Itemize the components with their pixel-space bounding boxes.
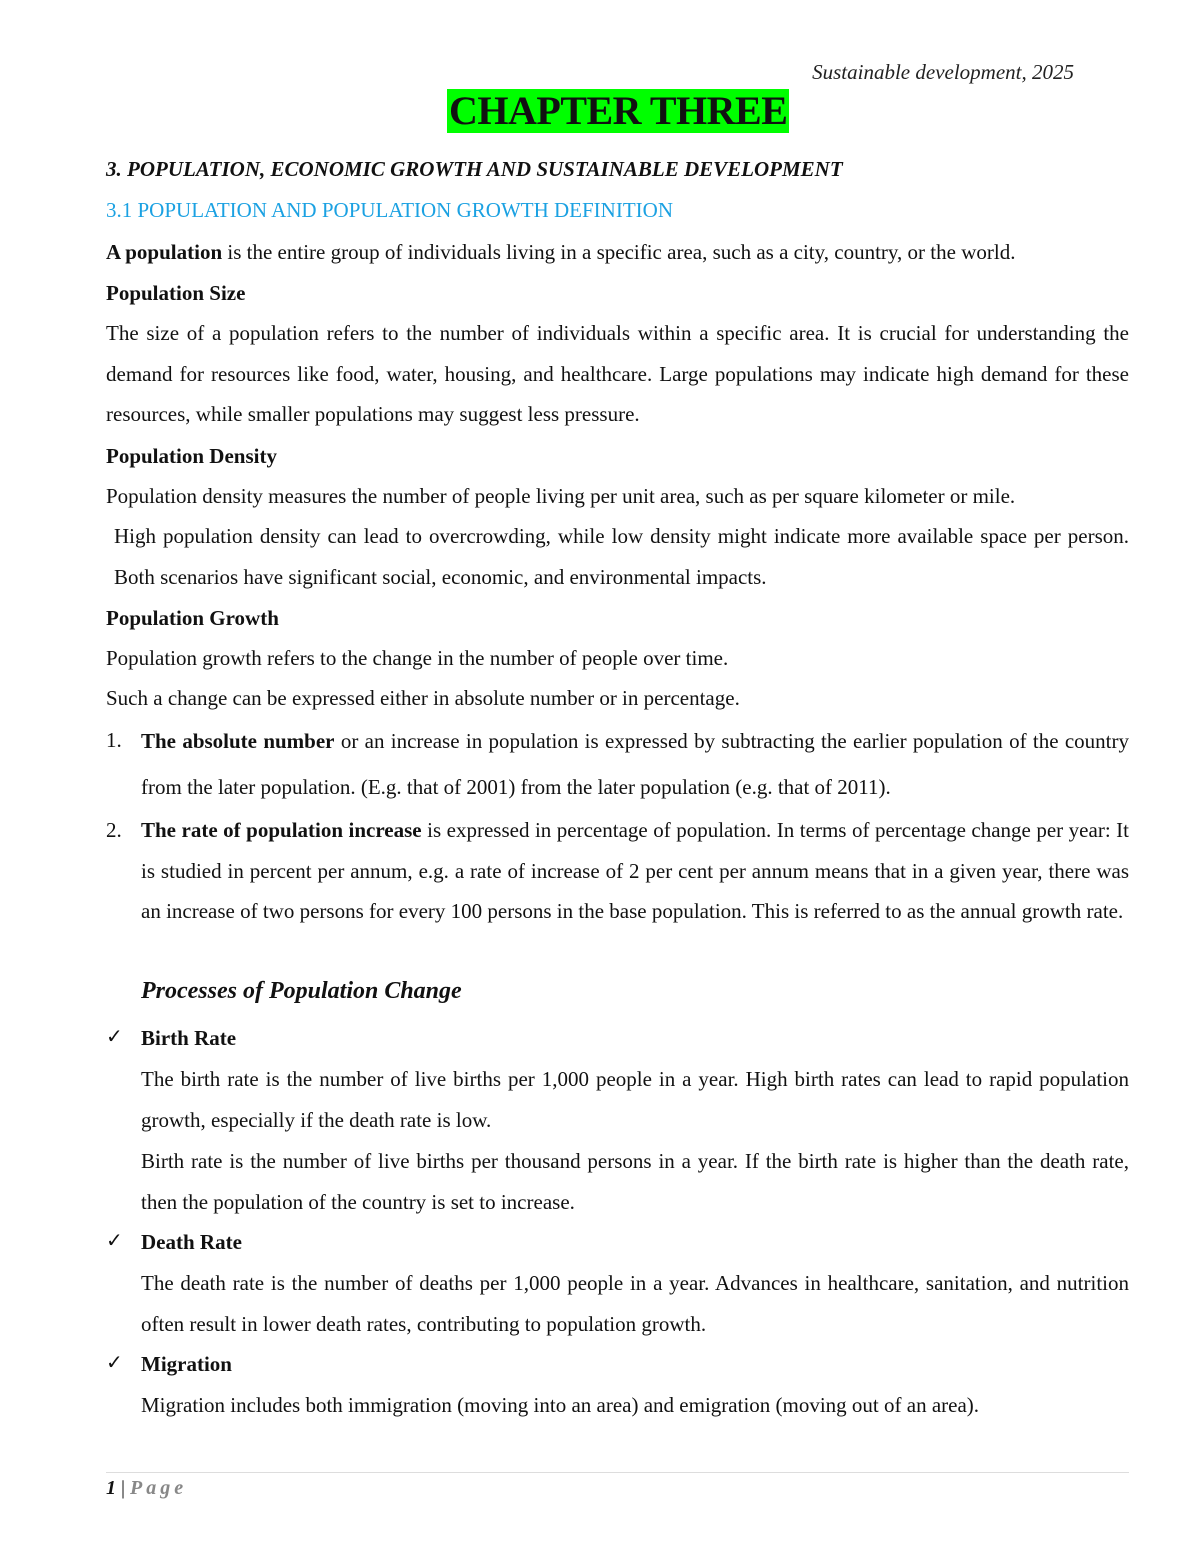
running-header: Sustainable development, 2025 bbox=[812, 60, 1074, 84]
birth-rate-heading: Birth Rate bbox=[141, 1026, 237, 1050]
list-text: is expressed in percentage of population. In terms of percentage change per year: It is studied in percent per annum, e.g. a rate of increase of 2 per cent per annum means that in a given year, there was an increase of two persons for every 100 persons in the base population. This is referred to as the annual growth rate. bbox=[141, 818, 1129, 923]
checkmark-icon: ✓ bbox=[106, 1352, 123, 1374]
pop-density-heading: Population Density bbox=[106, 444, 277, 468]
page-label: Page bbox=[130, 1477, 188, 1499]
list-text: or an increase in population is expressed by subtracting the earlier population of the country from the later population. (E.g. that of 2001) from the later population (e.g. that of 2011). bbox=[141, 729, 1129, 799]
birth-rate-text2: Birth rate is the number of live births per thousand persons in a year. If the birth rate is higher than the death rate, then the population of the country is set to increase. bbox=[141, 1149, 1129, 1214]
pop-density-text1: Population density measures the number of people living per unit area, such as per square kilometer or mile. bbox=[106, 484, 1016, 508]
list-term: The rate of population increase bbox=[141, 818, 422, 842]
page-number: 1 bbox=[106, 1477, 116, 1499]
intro-paragraph bbox=[106, 232, 1129, 273]
pop-growth-heading: Population Growth bbox=[106, 606, 279, 630]
migration-heading: Migration bbox=[141, 1352, 232, 1376]
list-term: The absolute number bbox=[141, 729, 335, 753]
intro-term: A population bbox=[106, 240, 223, 264]
pop-size-text: The size of a population refers to the number of individuals within a specific area. It is crucial for understanding the demand for resources like food, water, housing, and healthcare. Large populations may indicate high demand for these resources, while smaller populations may suggest less pressure. bbox=[106, 321, 1129, 427]
pop-density-text2: High population density can lead to overcrowding, while low density might indicate more available space per person. Both scenarios have significant social, economic, and environmental impacts. bbox=[114, 524, 1129, 589]
list-item-rate-increase bbox=[141, 810, 1129, 932]
pop-growth-line1: Population growth refers to the change in the number of people over time. bbox=[106, 646, 729, 670]
pop-growth-line2: Such a change can be expressed either in absolute number or in percentage. bbox=[106, 686, 740, 710]
footer-divider bbox=[106, 1472, 1129, 1473]
checkmark-icon: ✓ bbox=[106, 1026, 123, 1048]
birth-rate-text1: The birth rate is the number of live births per 1,000 people in a year. High birth rates can lead to rapid population growth, especially if the death rate is low. bbox=[141, 1067, 1129, 1132]
migration-text: Migration includes both immigration (moving into an area) and emigration (moving out of an area). bbox=[141, 1393, 980, 1417]
checkmark-icon: ✓ bbox=[106, 1230, 123, 1252]
subsection-title: 3.1 POPULATION AND POPULATION GROWTH DEFINITION bbox=[106, 198, 673, 222]
page-footer bbox=[106, 1477, 187, 1500]
intro-text: is the entire group of individuals living in a specific area, such as a city, country, or the world. bbox=[222, 240, 1016, 264]
footer-separator: | bbox=[121, 1477, 126, 1499]
list-number: 1. bbox=[106, 728, 122, 752]
list-item-absolute-number bbox=[141, 718, 1129, 810]
death-rate-heading: Death Rate bbox=[141, 1230, 242, 1254]
death-rate-text: The death rate is the number of deaths per 1,000 people in a year. Advances in healthcare, sanitation, and nutrition often result in lower death rates, contributing to population growth. bbox=[141, 1271, 1129, 1336]
pop-size-heading: Population Size bbox=[106, 281, 246, 305]
processes-heading: Processes of Population Change bbox=[141, 978, 462, 1004]
section-title: 3. POPULATION, ECONOMIC GROWTH AND SUSTAINABLE DEVELOPMENT bbox=[106, 157, 843, 181]
chapter-title: CHAPTER THREE bbox=[449, 88, 788, 133]
list-number: 2. bbox=[106, 818, 122, 842]
